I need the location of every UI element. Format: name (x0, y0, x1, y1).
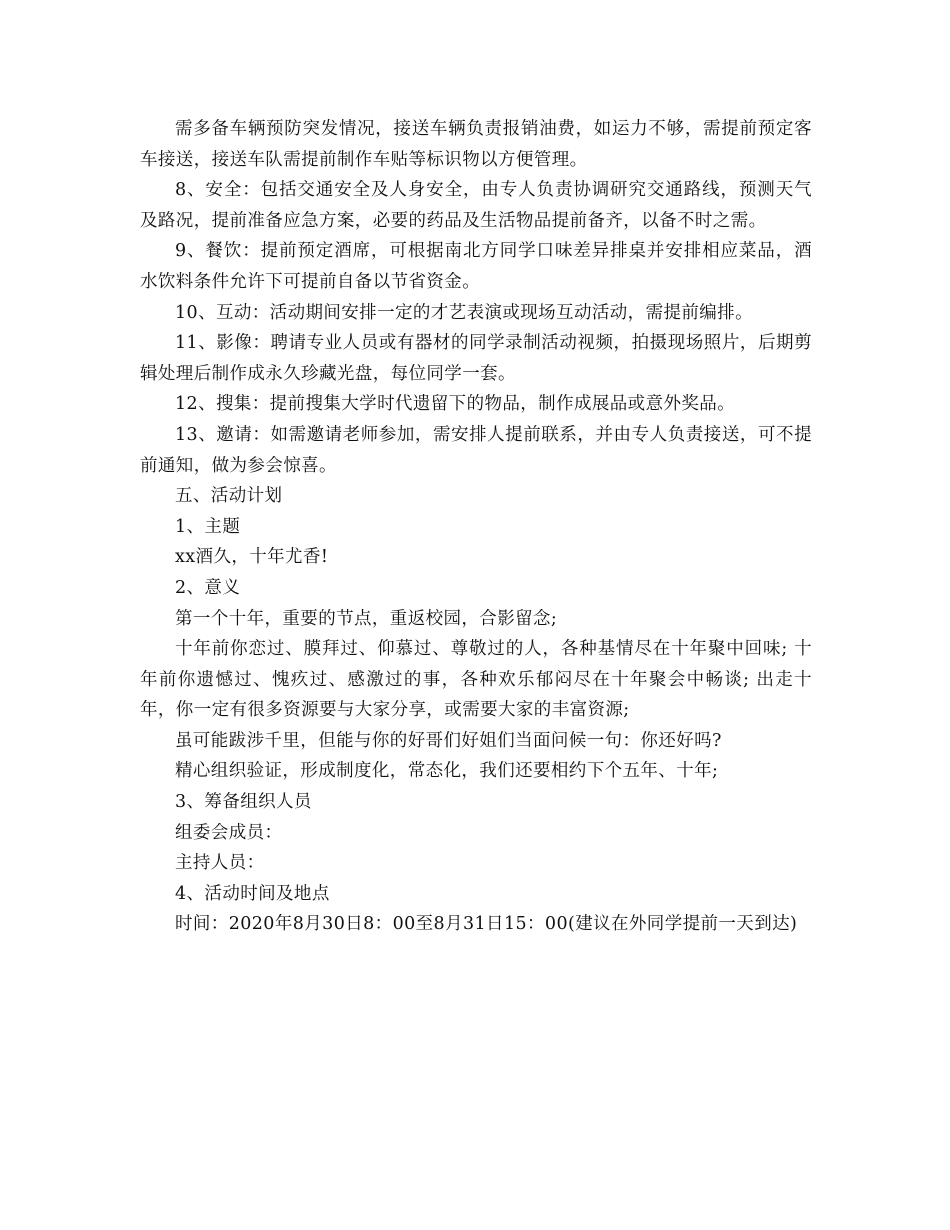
section-heading-activity-plan: 五、活动计划 (175, 486, 283, 507)
paragraph-meaning-organize: 精心组织验证，形成制度化，常态化，我们还要相约下个五年、十年; (175, 761, 719, 782)
paragraph-committee-members: 组委会成员： (175, 822, 283, 843)
paragraph-collection: 12、搜集：提前搜集大学时代遗留下的物品，制作成展品或意外奖品。 (175, 394, 736, 415)
paragraph-time: 时间：2020年8月30日8：00至8月31日15：00(建议在外同学提前一天到达) (175, 914, 798, 935)
subheading-organizers: 3、筹备组织人员 (175, 792, 312, 813)
paragraph-meaning-first: 第一个十年，重要的节点，重返校园，合影留念; (175, 608, 558, 629)
paragraph-invitation: 13、邀请：如需邀请老师参加，需安排人提前联系，并由专人负责接送，可不提前通知，做为参会惊喜。 (140, 424, 812, 476)
subheading-time-location: 4、活动时间及地点 (175, 883, 330, 904)
paragraph-theme-slogan: xx酒久，十年尤香! (175, 547, 329, 568)
paragraph-transport: 需多备车辆预防突发情况，接送车辆负责报销油费，如运力不够，需提前预定客车接送，接送车队需提前制作车贴等标识物以方便管理。 (140, 119, 812, 170)
subheading-theme: 1、主题 (175, 516, 241, 537)
paragraph-safety: 8、安全：包括交通安全及人身安全，由专人负责协调研究交通路线，预测天气及路况，提前准备应急方案，必要的药品及生活物品提前备齐，以备不时之需。 (140, 180, 812, 231)
paragraph-catering: 9、餐饮：提前预定酒席，可根据南北方同学口味差异排桌并安排相应菜品，酒水饮料条件允许下可提前自备以节省资金。 (140, 241, 812, 292)
paragraph-interaction: 10、互动：活动期间安排一定的才艺表演或现场互动活动，需提前编排。 (175, 302, 753, 323)
subheading-meaning: 2、意义 (175, 577, 241, 598)
paragraph-hosts: 主持人员： (175, 853, 265, 874)
paragraph-meaning-memories: 十年前你恋过、膜拜过、仰慕过、尊敬过的人，各种基情尽在十年聚中回味; 十年前你遗憾过、愧疚过、感激过的事，各种欢乐郁闷尽在十年聚会中畅谈; 出走十年，你一定有很多资源要与大家分享，或需要大家的丰富资源; (140, 639, 812, 721)
paragraph-video: 11、影像：聘请专业人员或有器材的同学录制活动视频，拍摄现场照片，后期剪辑处理后制作成永久珍藏光盘，每位同学一套。 (140, 333, 812, 384)
document-page (140, 114, 812, 940)
paragraph-meaning-greeting: 虽可能跋涉千里，但能与你的好哥们好姐们当面问候一句：你还好吗? (175, 730, 722, 751)
